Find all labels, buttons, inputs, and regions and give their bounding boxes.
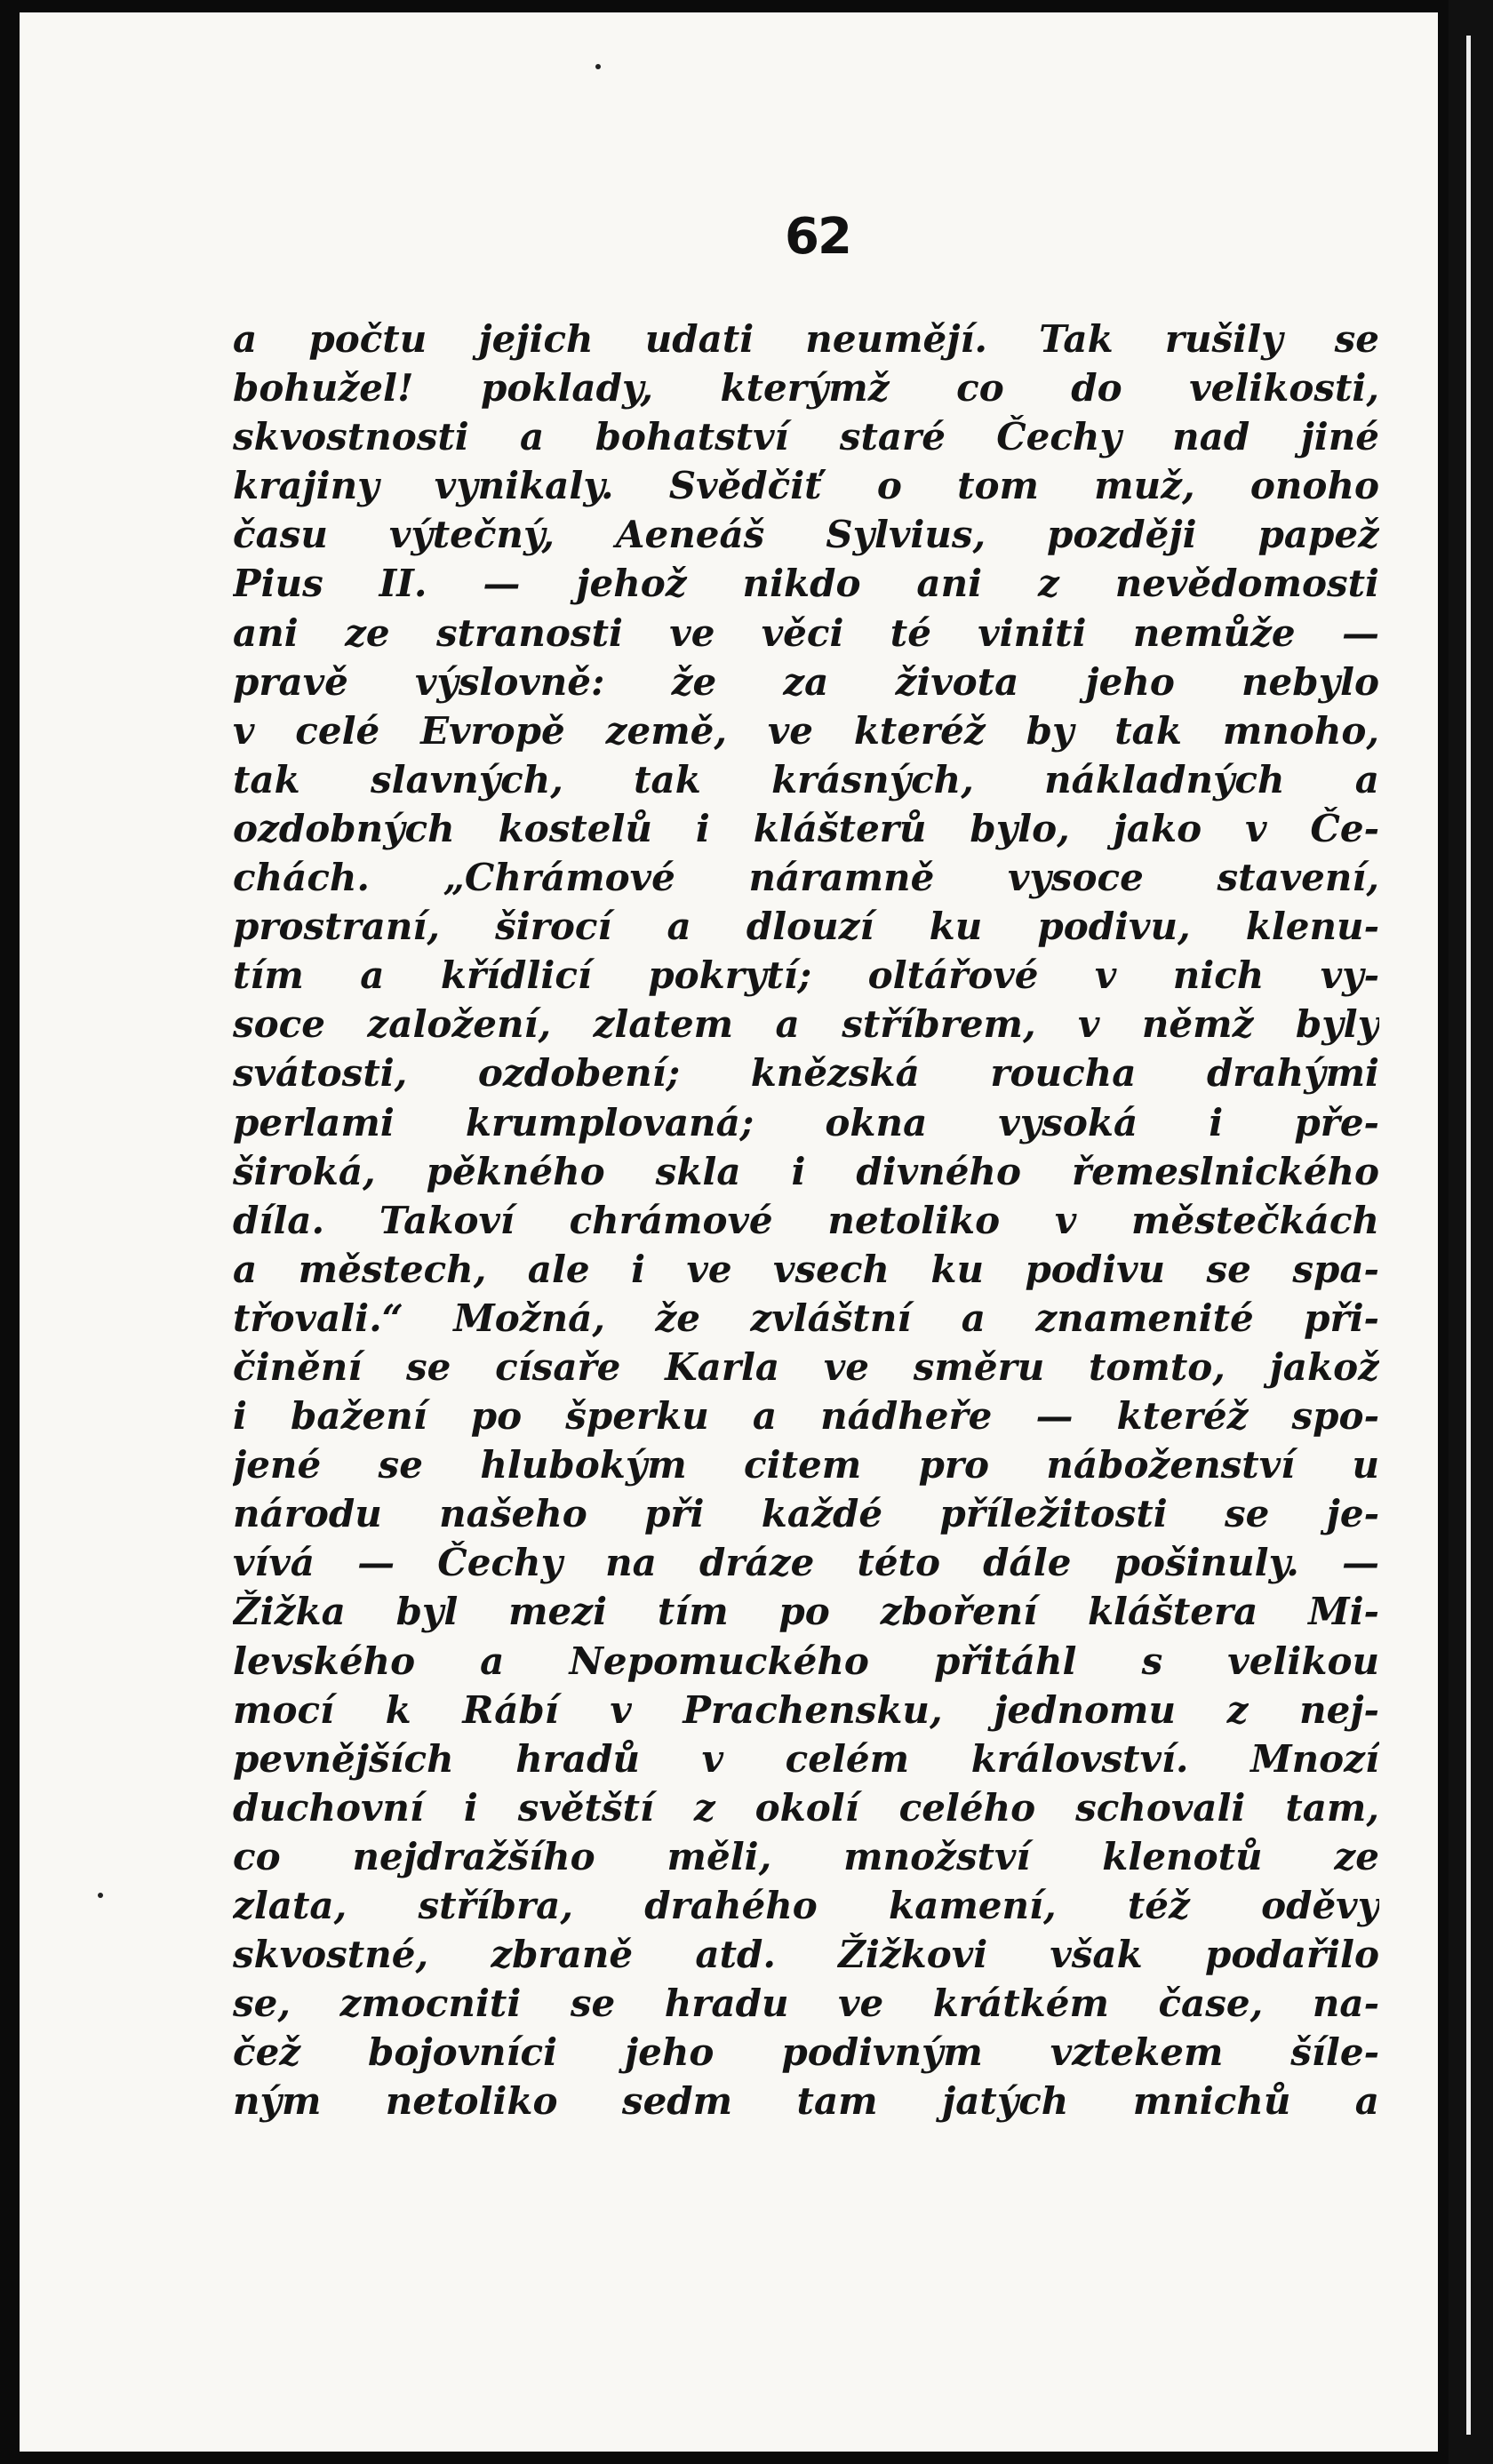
text-line: i bažení po šperku a nádheře — kteréž spo- — [233, 1394, 1379, 1439]
ink-speck — [595, 64, 601, 69]
text-line: v celé Evropě země, ve kteréž by tak mnoho, — [233, 708, 1379, 753]
text-line: krajiny vynikaly. Svědčiť o tom muž, onoho — [233, 464, 1379, 508]
text-line: svátosti, ozdobení; knězská roucha drahými — [233, 1051, 1379, 1096]
text-line: jené se hlubokým citem pro náboženství u — [233, 1443, 1379, 1487]
page-number: 62 — [785, 208, 850, 266]
text-line: levského a Nepomuckého přitáhl s velikou — [233, 1639, 1379, 1683]
text-line: národu našeho při každé příležitosti se je- — [233, 1492, 1379, 1536]
text-line: pevnějších hradů v celém království. Mnozí — [233, 1736, 1379, 1781]
text-line: vívá — Čechy na dráze této dále pošinuly. — — [233, 1541, 1379, 1585]
ink-speck — [98, 1893, 103, 1898]
text-line: skvostnosti a bohatství staré Čechy nad jiné — [233, 415, 1379, 459]
adjacent-page-edge — [1466, 36, 1471, 2435]
text-line: široká, pěkného skla i divného řemeslnického — [233, 1149, 1379, 1193]
text-line: ným netoliko sedm tam jatých mnichů a — [233, 2079, 1379, 2124]
body-text — [233, 315, 1379, 2125]
text-line: tak slavných, tak krásných, nákladných a — [233, 757, 1379, 801]
text-line: ozdobných kostelů i klášterů bylo, jako v Če- — [233, 806, 1379, 850]
text-line: ani ze stranosti ve věci té viniti nemůže — — [233, 610, 1379, 655]
text-line: Pius II. — jehož nikdo ani z nevědomosti — [233, 562, 1379, 606]
text-line: a městech, ale i ve vsech ku podivu se spa- — [233, 1247, 1379, 1291]
text-line: třovali.“ Možná, že zvláštní a znamenité při- — [233, 1296, 1379, 1340]
text-line: se, zmocniti se hradu ve krátkém čase, na- — [233, 1982, 1379, 2026]
text-line: duchovní i světští z okolí celého schovali tam, — [233, 1785, 1379, 1830]
text-line: tím a křídlicí pokrytí; oltářové v nich vy- — [233, 953, 1379, 998]
text-line: chách. „Chrámové náramně vysoce stavení, — [233, 856, 1379, 900]
text-line: činění se císaře Karla ve směru tomto, jakož — [233, 1344, 1379, 1389]
text-line: díla. Takoví chrámové netoliko v městečkách — [233, 1198, 1379, 1242]
text-line: prostraní, širocí a dlouzí ku podivu, klenu- — [233, 905, 1379, 949]
text-line: skvostné, zbraně atd. Žižkovi však podařilo — [233, 1933, 1379, 1977]
text-line: soce založení, zlatem a stříbrem, v němž byly — [233, 1002, 1379, 1047]
scan-edge — [1449, 0, 1493, 2464]
text-line: Žižka byl mezi tím po zboření kláštera Mi- — [233, 1590, 1379, 1634]
text-line: a počtu jejich udati neumějí. Tak rušily se — [233, 317, 1379, 361]
book-page — [20, 12, 1438, 2452]
text-line: času výtečný, Aeneáš Sylvius, později papež — [233, 513, 1379, 557]
text-line: co nejdražšího měli, množství klenotů ze — [233, 1834, 1379, 1878]
text-line: bohužel! poklady, kterýmž co do velikosti, — [233, 366, 1379, 411]
text-line: zlata, stříbra, drahého kamení, též oděvy — [233, 1884, 1379, 1927]
text-line: perlami krumplovaná; okna vysoká i pře- — [233, 1100, 1379, 1144]
text-line: čež bojovníci jeho podivným vztekem šíle- — [233, 2030, 1379, 2075]
text-line: pravě výslovně: že za života jeho nebylo — [233, 659, 1379, 704]
text-line: mocí k Rábí v Prachensku, jednomu z nej- — [233, 1687, 1379, 1732]
